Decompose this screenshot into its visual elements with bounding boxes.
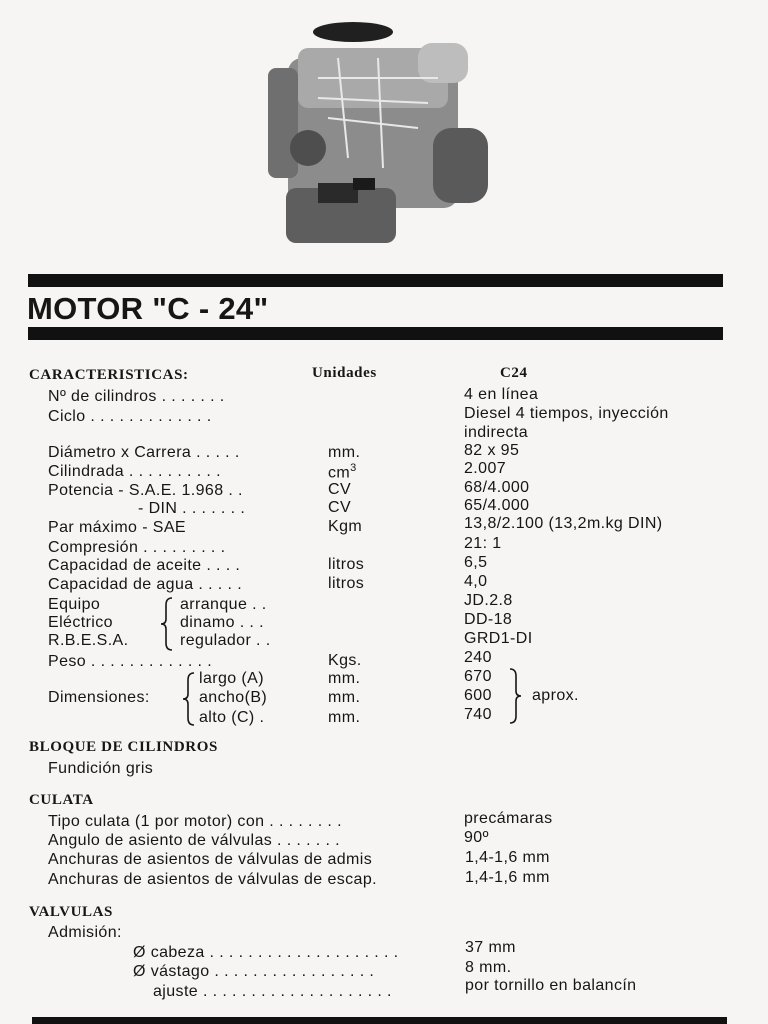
equipo-label: Eléctrico [48, 614, 113, 631]
equipo-value: DD-18 [464, 611, 513, 628]
spec-unit: CV [328, 499, 352, 516]
spec-label: - DIN . . . . . . . [138, 500, 246, 517]
column-header-units: Unidades [312, 365, 377, 381]
spec-label: Potencia - S.A.E. 1.968 . . [48, 482, 243, 499]
spec-unit: litros [328, 575, 365, 592]
spec-unit: CV [328, 481, 352, 498]
culata-label: Anchuras de asientos de válvulas de admis [48, 851, 373, 868]
section-heading-valvulas: VALVULAS [29, 904, 114, 920]
dimension-note: aprox. [532, 687, 579, 704]
engine-photo-icon [258, 18, 494, 254]
valvula-label: ajuste . . . . . . . . . . . . . . . . . . . . [153, 983, 392, 1000]
spec-value: 68/4.000 [464, 479, 530, 496]
dimension-item: ancho(B) [199, 689, 268, 706]
title-rule-top [28, 274, 723, 287]
spec-value: 13,8/2.100 (13,2m.kg DIN) [464, 515, 663, 532]
culata-value: 1,4-1,6 mm [465, 849, 550, 866]
dimension-value: 670 [464, 668, 492, 685]
spec-value: Diesel 4 tiempos, inyección [464, 405, 669, 422]
equipo-label: Equipo [48, 596, 101, 613]
culata-label: Anchuras de asientos de válvulas de escap. [48, 871, 377, 888]
spec-unit: Kgs. [328, 652, 362, 669]
left-brace-icon [160, 597, 174, 651]
title-rule-bottom [28, 327, 723, 340]
dimension-value: 600 [464, 687, 492, 704]
spec-value: 240 [464, 649, 492, 666]
valvulas-subheading: Admisión: [48, 924, 122, 941]
spec-value-continued: indirecta [464, 424, 529, 441]
spec-value: 4 en línea [464, 386, 539, 403]
column-header-model: C24 [500, 365, 528, 381]
dimensiones-label: Dimensiones: [48, 689, 150, 706]
culata-value: 90º [464, 829, 489, 846]
spec-label: Ciclo . . . . . . . . . . . . . [48, 408, 212, 425]
culata-value: 1,4-1,6 mm [465, 869, 550, 886]
spec-label: Diámetro x Carrera . . . . . [48, 444, 240, 461]
section-heading-caracteristicas: CARACTERISTICAS: [29, 367, 189, 383]
dimension-item: alto (C) . [199, 709, 265, 726]
spec-unit-text: cm [328, 464, 351, 482]
spec-value: 21: 1 [464, 535, 502, 552]
equipo-value: GRD1-DI [464, 630, 533, 647]
spec-label: Compresión . . . . . . . . . [48, 539, 226, 556]
equipo-item: dinamo . . . [180, 614, 264, 631]
valvula-label: Ø vástago . . . . . . . . . . . . . . . . . [133, 963, 375, 980]
spec-unit-superscript: 3 [350, 462, 357, 474]
valvula-value: por tornillo en balancín [465, 977, 637, 994]
spec-unit: mm. [328, 444, 361, 461]
spec-label: Capacidad de aceite . . . . [48, 557, 241, 574]
spec-value: 82 x 95 [464, 442, 520, 459]
spec-label: Cilindrada . . . . . . . . . . [48, 463, 221, 480]
section-heading-bloque: BLOQUE DE CILINDROS [29, 739, 218, 755]
equipo-item: regulador . . [180, 632, 271, 649]
spec-label: Par máximo - SAE [48, 519, 186, 536]
equipo-value: JD.2.8 [464, 592, 513, 609]
right-brace-icon [508, 668, 522, 724]
equipo-label: R.B.E.S.A. [48, 632, 129, 649]
spec-unit: litros [328, 556, 365, 573]
dimension-item: largo (A) [199, 670, 264, 687]
bloque-text: Fundición gris [48, 760, 154, 777]
spec-label: Capacidad de agua . . . . . [48, 576, 243, 593]
dimension-value: 740 [464, 706, 492, 723]
spec-value: 65/4.000 [464, 497, 530, 514]
spec-label: Nº de cilindros . . . . . . . [48, 388, 225, 405]
dimension-unit: mm. [328, 709, 361, 726]
section-heading-culata: CULATA [29, 792, 94, 808]
culata-label: Angulo de asiento de válvulas . . . . . . . [48, 832, 341, 849]
dimension-unit: mm. [328, 689, 361, 706]
page-title: MOTOR "C - 24" [27, 291, 269, 326]
bottom-rule [32, 1017, 727, 1024]
spec-value: 2.007 [464, 460, 507, 477]
spec-value: 4,0 [464, 573, 488, 590]
valvula-value: 37 mm [465, 939, 516, 956]
dimension-unit: mm. [328, 670, 361, 687]
valvula-value: 8 mm. [465, 959, 512, 976]
valvula-label: Ø cabeza . . . . . . . . . . . . . . . . . . . . [133, 944, 399, 961]
spec-value: 6,5 [464, 554, 488, 571]
culata-label: Tipo culata (1 por motor) con . . . . . . . . [48, 813, 342, 830]
spec-unit [328, 462, 357, 482]
culata-value: precámaras [464, 810, 553, 827]
spec-unit: Kgm [328, 518, 363, 535]
equipo-item: arranque . . [180, 596, 267, 613]
spec-label: Peso . . . . . . . . . . . . . [48, 653, 213, 670]
left-brace-icon [182, 672, 196, 726]
